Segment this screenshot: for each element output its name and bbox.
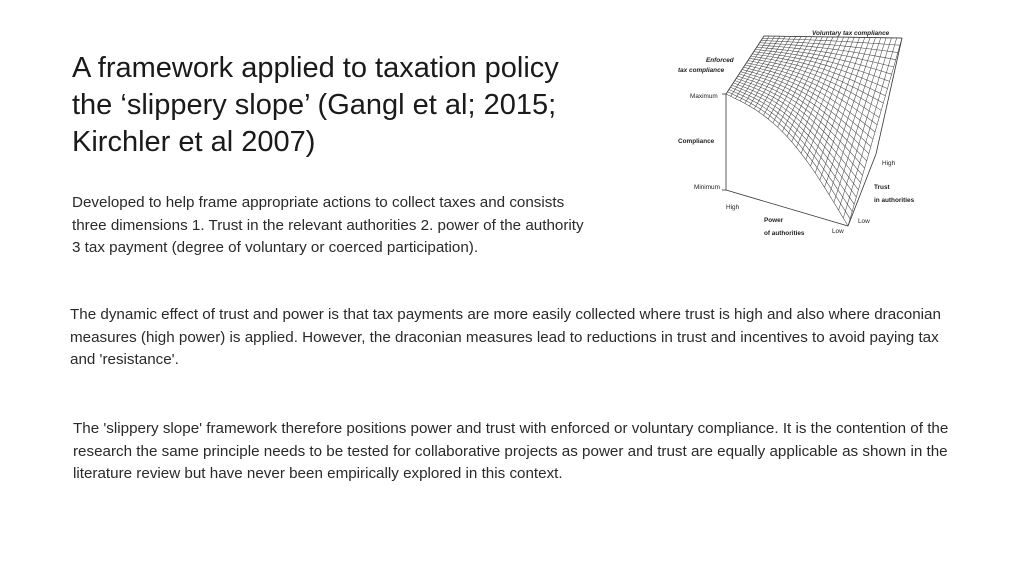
enforced-compliance-label-line2: tax compliance (678, 67, 725, 74)
surface-grid-line (735, 81, 861, 183)
surface-grid-line (796, 37, 843, 147)
compliance-axis-label: Compliance (678, 138, 715, 145)
surface-grid-line (755, 49, 889, 81)
paragraph-framework-contention: The 'slippery slope' framework therefore positions power and trust with enforced or voluntary compliance. It is the contention of the research the same principle needs to be tested for collaborative projects as power and trust are equally applicable as shown in the literature review but have never been empirically explored in this context. (73, 420, 949, 482)
slippery-slope-figure (672, 22, 932, 244)
enforced-compliance-label-line1: Enforced (706, 57, 734, 64)
power-high-label: High (726, 204, 740, 211)
trust-axis-label-line1: Trust (874, 184, 890, 191)
power-axis-label-line2: of authorities (764, 230, 805, 237)
slide-subtitle: Developed to help frame appropriate actions to collect taxes and consists three dimensions 1. Trust in the relevant authorities 2. power of the authority 3 tax payment (degree of voluntary or coerced participation). (72, 194, 584, 256)
minimum-label: Minimum (694, 184, 720, 191)
trust-low-label: Low (858, 218, 870, 225)
surface-grid-line (745, 65, 875, 132)
slippery-slope-3d-plot (672, 22, 932, 244)
power-low-label: Low (832, 228, 844, 235)
slide-title: A framework applied to taxation policy the ‘slippery slope’ (Gangl et al; 2015; Kirchler et al 2007) (72, 52, 559, 158)
paragraph-trust-power-dynamics: The dynamic effect of trust and power is that tax payments are more easily collected where trust is high and also where draconian measures (high power) is applied. However, the draconian measures lead to reductions in trust and incentives to avoid paying tax and 'resistance'. (70, 306, 941, 368)
surface-grid-line (729, 90, 852, 212)
maximum-label: Maximum (690, 93, 718, 100)
surface-grid-line (792, 37, 839, 142)
voluntary-compliance-label: Voluntary tax compliance (812, 30, 890, 37)
surface-grid-line (747, 63, 878, 125)
surface-grid-line (739, 74, 867, 161)
power-axis-label-line1: Power (764, 217, 784, 224)
trust-axis-label-line2: in authorities (874, 197, 915, 204)
surface-grid-line (726, 94, 848, 226)
trust-high-label: High (882, 160, 896, 167)
surface-grid-line (736, 78, 862, 175)
axis-ticks (722, 94, 726, 190)
